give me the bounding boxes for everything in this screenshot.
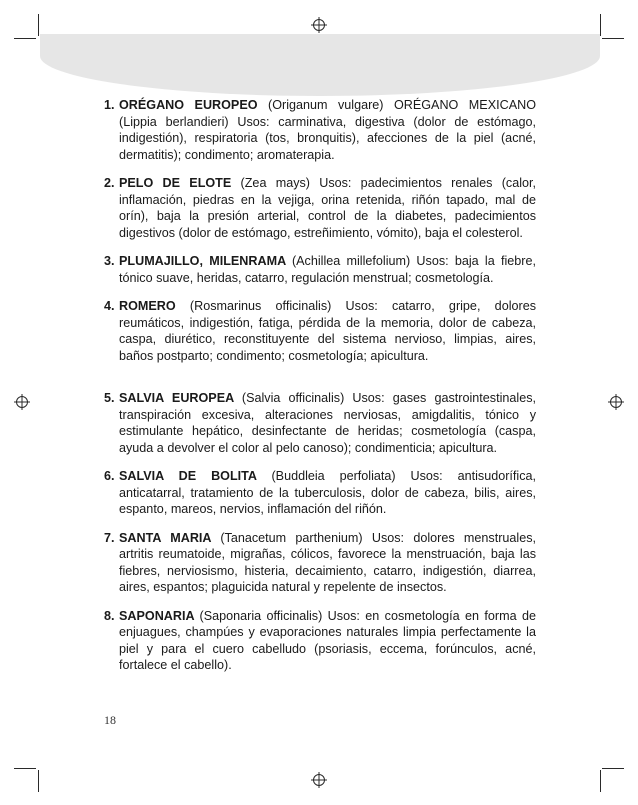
plant-description: (Achillea millefolium) Usos: baja la fiebre, tónico suave, heridas, catarro, regulación menstrual; cosmetología. — [119, 254, 536, 285]
plant-description: (Salvia officinalis) Usos: gases gastrointestinales, transpiración excesiva, alteraciones nerviosas, amigdalitis, tónico y estimulante hepático, desinfectante de heridas; cosmetología (caspa, ayuda a devolver el color al pelo canoso); condimenticia; apicultura. — [119, 391, 536, 455]
item-number: 5. — [104, 391, 115, 405]
list-item — [104, 253, 536, 286]
crop-mark — [600, 770, 601, 792]
list-item — [104, 97, 536, 163]
item-number: 4. — [104, 299, 115, 313]
list-item — [104, 390, 536, 456]
crop-mark — [600, 14, 601, 36]
plant-description: (Rosmarinus officinalis) Usos: catarro, gripe, dolores reumáticos, indigestión, fatiga, pérdida de la memoria, dolor de cabeza, caspa, diurético, reconstituyente del sistema nervioso, limpias, aires, baños postparto; condimento; cosmetología; apicultura. — [119, 299, 536, 363]
plant-name: PELO DE ELOTE — [119, 176, 241, 190]
crop-mark — [602, 38, 624, 39]
registration-mark-icon — [313, 774, 325, 786]
plant-description: (Buddleia perfoliata) Usos: antisudorífica, anticatarral, tratamiento de la tuberculosis, dolor de cabeza, bilis, aires, espanto, mareos, nervios, inflamación del riñón. — [119, 469, 536, 516]
list-item — [104, 298, 536, 364]
item-number: 8. — [104, 608, 115, 623]
page-number: 18 — [104, 713, 116, 727]
registration-mark-icon — [313, 19, 325, 31]
crop-mark — [602, 768, 624, 769]
plant-description: (Zea mays) Usos: padecimientos renales (calor, inflamación, piedras en la vejiga, orina retenida, riñón tapado, mal de orín), baja la presión arterial, control de la diabetes, padecimientos digestivos (dolor de estómago, estreñimiento, vómito), baja el colesterol. — [119, 176, 537, 240]
plant-name: ORÉGANO EUROPEO — [119, 98, 269, 112]
plant-name: ROMERO — [119, 299, 190, 313]
crop-mark — [14, 38, 36, 39]
list-item — [104, 468, 536, 518]
item-number: 3. — [104, 254, 115, 268]
crop-mark — [38, 14, 39, 36]
plant-name: SANTA MARIA — [119, 530, 221, 545]
list-item — [104, 175, 536, 241]
plant-list — [104, 97, 536, 686]
header-band — [40, 34, 600, 96]
plant-description: (Saponaria officinalis) Usos: en cosmetología en forma de enjuagues, champúes y evaporaciones naturales limpia perfectamente la piel y para el cuero cabelludo (psoriasis, eccema, forúnculos, acné, fortalece el cabello). — [119, 608, 536, 672]
plant-description: (Origanum vulgare) ORÉGANO MEXICANO (Lippia berlandieri) Usos: carminativa, digestiva (dolor de estómago, indigestión), respiratoria (tos, bronquitis), afecciones de la piel (acné, dermatitis); condimento; aromaterapia. — [119, 98, 536, 162]
registration-mark-icon — [610, 396, 622, 408]
item-number: 6. — [104, 469, 115, 483]
item-number: 2. — [104, 176, 115, 190]
registration-mark-icon — [16, 396, 28, 408]
crop-mark — [38, 770, 39, 792]
item-number: 1. — [104, 98, 115, 112]
plant-name: PLUMAJILLO, MILENRAMA — [119, 254, 292, 268]
list-item — [104, 608, 536, 674]
plant-name: SAPONARIA — [119, 608, 200, 623]
plant-name: SALVIA DE BOLITA — [119, 469, 272, 483]
list-item — [104, 530, 536, 596]
plant-name: SALVIA EUROPEA — [119, 391, 242, 405]
crop-mark — [14, 768, 36, 769]
plant-description: (Tanacetum parthenium) Usos: dolores menstruales, artritis reumatoide, migrañas, cólicos, favorece la menstruación, baja las fiebres, nerviosismo, histeria, decaimiento, catarro, indigestión, diarrea, aires, espantos; plaguicida natural y repelente de insectos. — [119, 530, 536, 594]
item-number: 7. — [104, 530, 115, 545]
